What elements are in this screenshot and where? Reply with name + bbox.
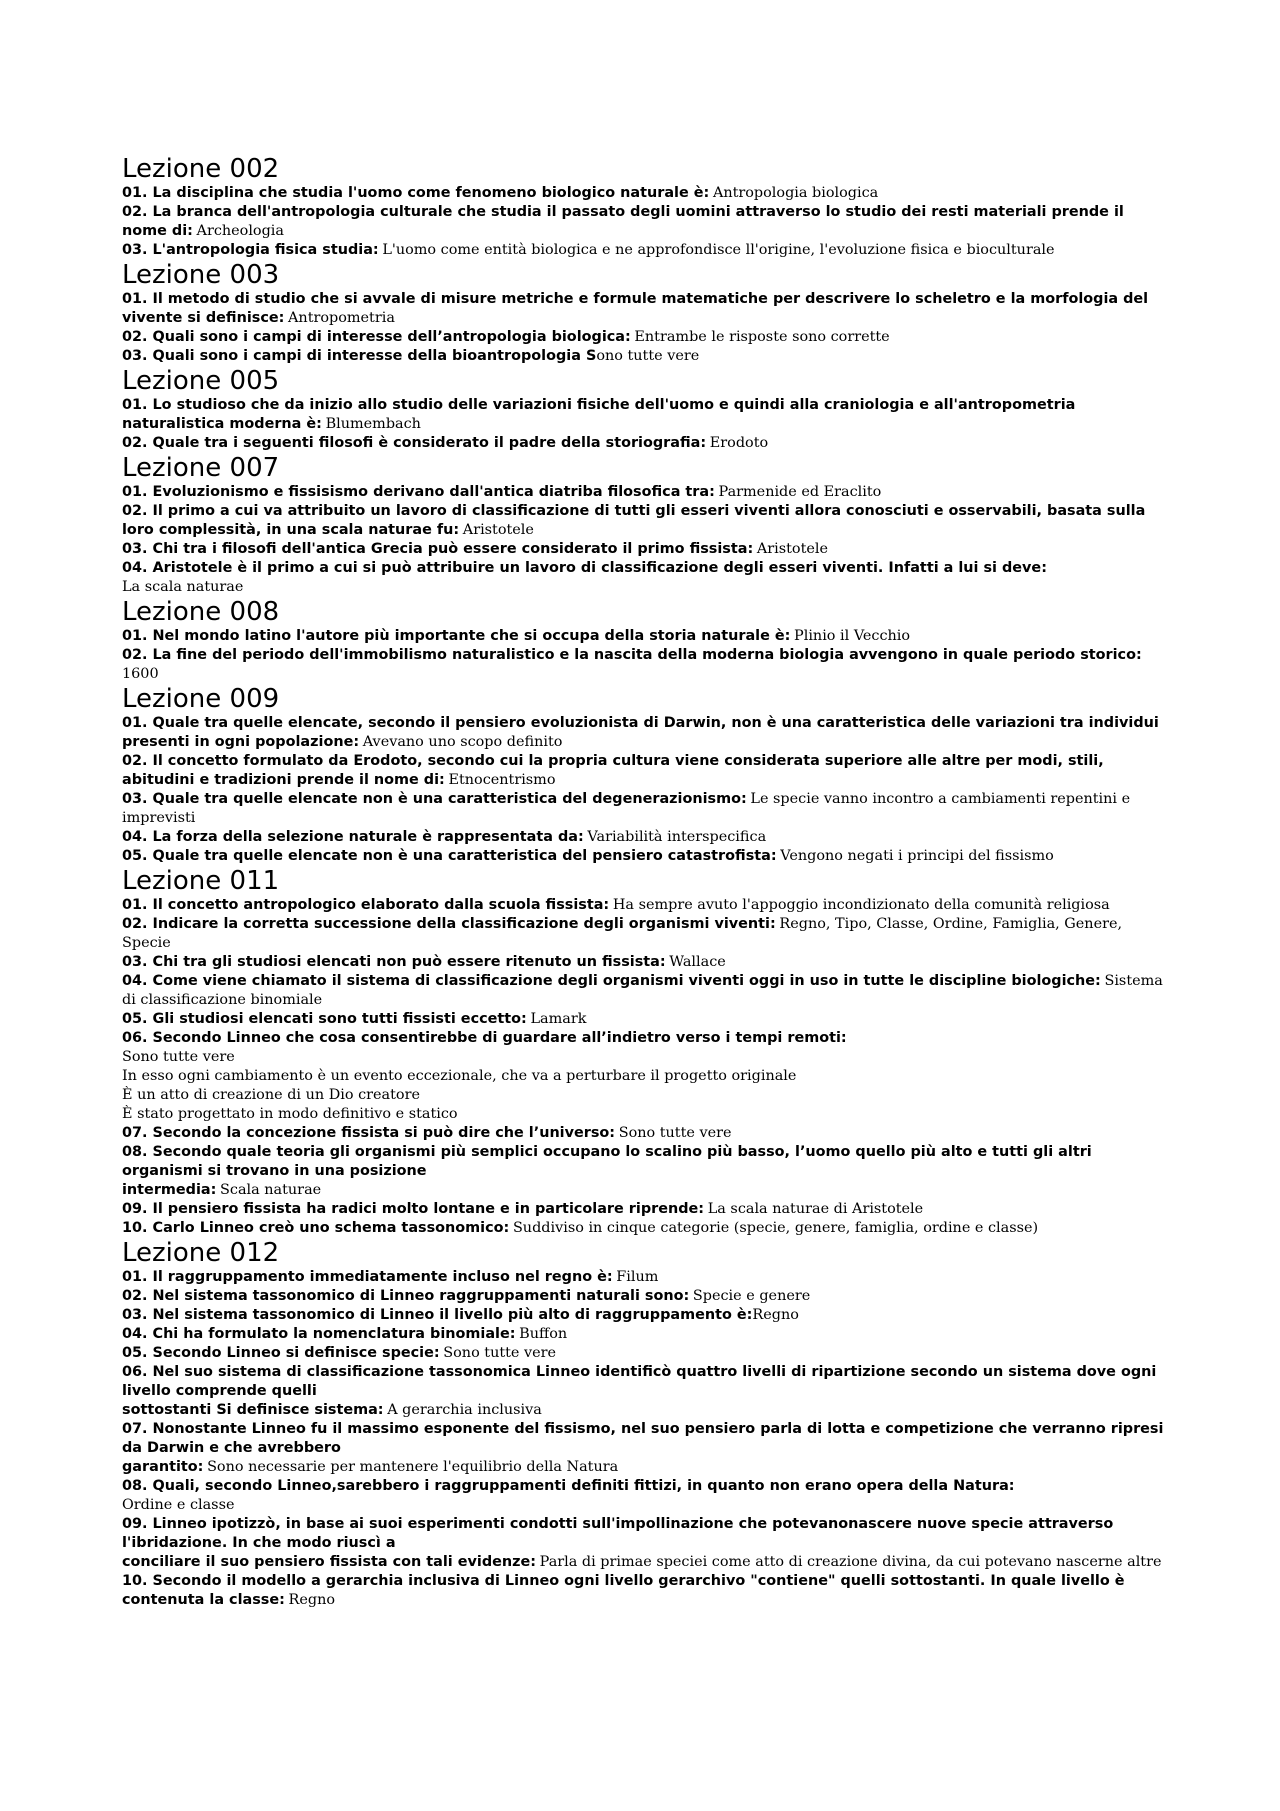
answer-text: Entrambe le risposte sono corrette [634,329,890,345]
answer-text: Archeologia [196,223,284,239]
answer-text: Buffon [519,1326,568,1342]
question-text: 05. Secondo Linneo si definisce specie: [122,1345,440,1361]
question-item [122,714,1172,752]
lesson-title: Lezione 009 [122,684,280,714]
question-text: 05. Quale tra quelle elencate non è una caratteristica del pensiero catastrofista: [122,848,777,864]
answer-text: Parmenide ed Eraclito [718,484,882,500]
question-text: 01. Nel mondo latino l'autore più importante che si occupa della storia naturale è: [122,628,791,644]
answer-text: Plinio il Vecchio [794,628,911,644]
question-item [122,434,1172,453]
question-item [122,646,1172,684]
answer-text: Blumembach [325,416,421,432]
question-text: 03. Nel sistema tassonomico di Linneo il livello più alto di raggruppamento è: [122,1307,753,1323]
question-item [122,396,1172,434]
question-text: 03. Chi tra gli studiosi elencati non può essere ritenuto un fissista: [122,954,666,970]
answer-text: Erodoto [709,435,769,451]
answer-text: Suddiviso in cinque categorie (specie, genere, famiglia, ordine e classe) [512,1220,1039,1236]
question-text: 10. Secondo il modello a gerarchia inclusiva di Linneo ogni livello gerarchivo "contiene" quelli sottostanti. In quale livello è contenuta la classe: [122,1573,1125,1608]
answer-text: Regno [752,1307,799,1323]
lesson-section [122,260,1172,366]
question-text: 08. Quali, secondo Linneo,sarebbero i raggruppamenti definiti fittizi, in quanto non erano opera della Natura: [122,1478,1015,1494]
question-item [122,1268,1172,1287]
question-item [122,1477,1172,1515]
question-text: 02. La fine del periodo dell'immobilismo naturalistico e la nascita della moderna biologia avvengono in quale periodo storico: [122,647,1142,663]
question-text: 07. Secondo la concezione fissista si può dire che l’universo: [122,1125,616,1141]
answer-text: Regno [288,1592,336,1608]
question-text: 04. La forza della selezione naturale è rappresentata da: [122,829,584,845]
question-item [122,347,1172,366]
answer-text: È stato progettato in modo definitivo e statico [122,1106,458,1122]
question-item [122,1420,1172,1477]
question-text: garantito: [122,1459,204,1475]
answer-text: Lamark [530,1011,587,1027]
answer-text: Ordine e classe [122,1497,235,1513]
question-item [122,502,1172,540]
document-page [122,154,1172,1610]
answer-text: Vengono negati i principi del fissismo [780,848,1054,864]
answer-text: Ha sempre avuto l'appoggio incondizionato della comunità religiosa [612,897,1110,913]
question-text: 06. Secondo Linneo che cosa consentirebbe di guardare all’indietro verso i tempi remoti: [122,1030,847,1046]
question-text: 01. Il raggruppamento immediatamente incluso nel regno è: [122,1269,613,1285]
question-text: 10. Carlo Linneo creò uno schema tassonomico: [122,1220,510,1236]
question-item [122,1219,1172,1238]
answer-text: L'uomo come entità biologica e ne approfondisce ll'origine, l'evoluzione fisica e bioculturale [382,242,1055,258]
answer-text: Sistema di classificazione binomiale [122,973,1163,1008]
question-text: 04. Come viene chiamato il sistema di classificazione degli organismi viventi oggi in uso in tutte le discipline biologiche: [122,973,1101,989]
question-text: 05. Gli studiosi elencati sono tutti fissisti eccetto: [122,1011,527,1027]
question-text: 02. Quale tra i seguenti filosofi è considerato il padre della storiografia: [122,435,707,451]
question-item [122,1143,1172,1200]
question-item [122,184,1172,203]
question-item [122,896,1172,915]
question-text: 01. La disciplina che studia l'uomo come fenomeno biologico naturale è: [122,185,710,201]
answer-text: Le specie vanno incontro a cambiamenti repentini e imprevisti [122,791,1131,826]
question-text: 02. La branca dell'antropologia culturale che studia il passato degli uomini attraverso lo studio dei resti materiali prende il nome di: [122,204,1124,239]
answer-text: Sono tutte vere [443,1345,557,1361]
question-text: 03. Quale tra quelle elencate non è una caratteristica del degenerazionismo: [122,791,747,807]
question-item [122,953,1172,972]
lesson-title: Lezione 012 [122,1238,280,1268]
lesson-title: Lezione 011 [122,866,280,896]
lesson-title: Lezione 005 [122,366,280,396]
question-item [122,1344,1172,1363]
question-text: 09. Il pensiero fissista ha radici molto lontane e in particolare riprende: [122,1201,705,1217]
answer-text: Aristotele [756,541,828,557]
answer-text: Sono tutte vere [122,1049,235,1065]
answer-text: 1600 [122,666,159,682]
question-text: 09. Linneo ipotizzò, in base ai suoi esperimenti condotti sull'impollinazione che potevanonascere nuove specie attraverso l'ibridazione. In che modo riuscì a [122,1516,1114,1551]
answer-text: ono tutte vere [596,348,700,364]
lesson-title: Lezione 002 [122,154,280,184]
question-text: 01. Lo studioso che da inizio allo studio delle variazioni fisiche dell'uomo e quindi alla craniologia e all'antropometria naturalistica moderna è: [122,397,1076,432]
answer-text: Regno, Tipo, Classe, Ordine, Famiglia, Genere, Specie [122,916,1123,951]
lesson-section [122,154,1172,260]
question-text: 02. Il primo a cui va attribuito un lavoro di classificazione di tutti gli esseri viventi allora conosciuti e osservabili, basata sulla loro complessità, in una scala naturae fu: [122,503,1146,538]
answer-text: Sono tutte vere [618,1125,732,1141]
question-item [122,559,1172,597]
lesson-title: Lezione 008 [122,597,280,627]
question-item [122,915,1172,953]
question-text: 01. Il concetto antropologico elaborato dalla scuola fissista: [122,897,610,913]
lesson-section [122,866,1172,1238]
answer-text: Filum [616,1269,659,1285]
question-item [122,241,1172,260]
question-text: 04. Aristotele è il primo a cui si può attribuire un lavoro di classificazione degli esseri viventi. Infatti a lui si deve: [122,560,1047,576]
answer-text: Etnocentrismo [448,772,556,788]
question-item [122,1287,1172,1306]
question-item [122,328,1172,347]
answer-text: A gerarchia inclusiva [387,1402,542,1418]
answer-text: Avevano uno scopo definito [362,734,563,750]
question-text: 06. Nel suo sistema di classificazione tassonomica Linneo identificò quattro livelli di ripartizione secondo un sistema dove ogni livello comprende quelli [122,1364,1157,1399]
question-item [122,203,1172,241]
question-text: 03. L'antropologia fisica studia: [122,242,379,258]
lesson-title: Lezione 003 [122,260,280,290]
answer-text: Specie e genere [692,1288,811,1304]
question-text: 02. Il concetto formulato da Erodoto, secondo cui la propria cultura viene considerata superiore alle altre per modi, stili, abitudini e tradizioni prende il nome di: [122,753,1104,788]
question-item [122,1010,1172,1029]
question-text: 08. Secondo quale teoria gli organismi più semplici occupano lo scalino più basso, l’uomo quello più alto e tutti gli altri organismi si trovano in una posizione [122,1144,1092,1179]
question-item [122,540,1172,559]
question-item [122,1325,1172,1344]
lesson-section [122,1238,1172,1610]
question-item [122,1363,1172,1420]
question-text: sottostanti Si definisce sistema: [122,1402,384,1418]
lesson-title: Lezione 007 [122,453,280,483]
question-text: 04. Chi ha formulato la nomenclatura binomiale: [122,1326,516,1342]
answer-text: Antropologia biologica [712,185,879,201]
question-item [122,1029,1172,1124]
answer-text: Variabilità interspecifica [587,829,767,845]
question-item [122,790,1172,828]
lesson-section [122,366,1172,453]
question-text: 02. Indicare la corretta successione della classificazione degli organismi viventi: [122,916,776,932]
question-text: 03. Quali sono i campi di interesse della bioantropologia S [122,348,597,364]
question-item [122,828,1172,847]
question-item [122,1306,1172,1325]
question-text: intermedia: [122,1182,217,1198]
question-item [122,1572,1172,1610]
question-item [122,847,1172,866]
answer-text: In esso ogni cambiamento è un evento eccezionale, che va a perturbare il progetto originale [122,1068,797,1084]
question-item [122,483,1172,502]
lesson-section [122,597,1172,684]
question-text: 03. Chi tra i filosofi dell'antica Grecia può essere considerato il primo fissista: [122,541,754,557]
question-item [122,752,1172,790]
question-text: 01. Il metodo di studio che si avvale di misure metriche e formule matematiche per descrivere lo scheletro e la morfologia del vivente si definisce: [122,291,1149,326]
question-item [122,290,1172,328]
question-item [122,1515,1172,1572]
question-item [122,1200,1172,1219]
question-item [122,1124,1172,1143]
question-item [122,627,1172,646]
lesson-section [122,684,1172,866]
lesson-section [122,453,1172,597]
answer-text: Parla di primae speciei come atto di creazione divina, da cui potevano nascerne altre [539,1554,1162,1570]
question-text: 02. Nel sistema tassonomico di Linneo raggruppamenti naturali sono: [122,1288,690,1304]
question-text: 01. Evoluzionismo e fissisismo derivano dall'antica diatriba filosofica tra: [122,484,715,500]
answer-text: La scala naturae di Aristotele [707,1201,924,1217]
answer-text: Sono necessarie per mantenere l'equilibrio della Natura [207,1459,619,1475]
question-text: 01. Quale tra quelle elencate, secondo il pensiero evoluzionista di Darwin, non è una caratteristica delle variazioni tra individui presenti in ogni popolazione: [122,715,1159,750]
question-text: 07. Nonostante Linneo fu il massimo esponente del fissismo, nel suo pensiero parla di lotta e competizione che verranno ripresi da Darwin e che avrebbero [122,1421,1164,1456]
answer-text: Wallace [669,954,726,970]
question-item [122,972,1172,1010]
answer-text: È un atto di creazione di un Dio creatore [122,1087,420,1103]
question-text: conciliare il suo pensiero fissista con tali evidenze: [122,1554,537,1570]
answer-text: Antropometria [288,310,395,326]
answer-text: Aristotele [462,522,534,538]
answer-text: Scala naturae [220,1182,322,1198]
answer-text: La scala naturae [122,579,244,595]
question-text: 02. Quali sono i campi di interesse dell’antropologia biologica: [122,329,631,345]
